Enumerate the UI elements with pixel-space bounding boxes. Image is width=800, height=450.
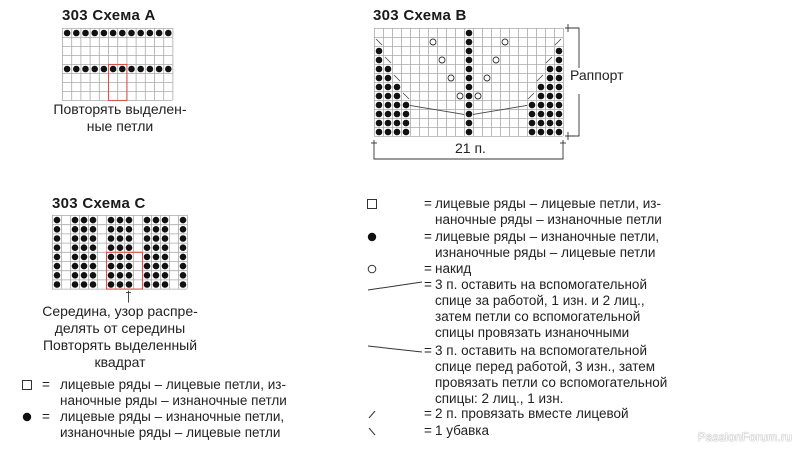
purl-dot — [376, 48, 383, 55]
legend-item-cable-front — [367, 343, 727, 409]
decrease-mark — [394, 75, 400, 81]
empty-square-icon — [22, 380, 32, 390]
purl-dot — [117, 263, 124, 270]
legend-line: затем петли со вспомогательной — [435, 309, 641, 324]
purl-dot — [73, 66, 80, 73]
purl-dot — [108, 281, 115, 288]
purl-dot — [153, 217, 160, 224]
legend-line: 1 убавка — [435, 423, 489, 438]
purl-dot — [72, 235, 79, 242]
purl-dot — [180, 226, 187, 233]
purl-dot — [165, 66, 172, 73]
purl-dot — [108, 235, 115, 242]
empty-square-icon — [367, 199, 377, 209]
purl-dot — [547, 129, 554, 136]
legend-item-knit — [367, 196, 727, 230]
purl-dot — [156, 30, 163, 37]
purl-dot — [556, 66, 563, 73]
purl-dot — [72, 244, 79, 251]
legend-line: 3 п. оставить на вспомогательной — [435, 343, 647, 358]
purl-dot — [54, 244, 61, 251]
legend-line: лицевые ряды – лицевые петли, из- — [435, 196, 661, 211]
purl-dot — [144, 217, 151, 224]
yarn-over — [493, 57, 499, 63]
purl-dot — [54, 254, 61, 261]
purl-dot — [376, 93, 383, 100]
caption-line: Повторять выделенный — [42, 337, 198, 353]
purl-dot — [376, 102, 383, 109]
k2tog-mark — [528, 93, 534, 99]
legend-line: лицевые ряды – изнаночные петли, — [435, 229, 660, 244]
legend-item-k2tog — [367, 406, 727, 423]
purl-dot — [547, 66, 554, 73]
purl-dot — [81, 263, 88, 270]
purl-dot — [180, 235, 187, 242]
purl-dot — [90, 272, 97, 279]
purl-dot — [144, 244, 151, 251]
purl-dot — [529, 102, 536, 109]
cable-line-down-icon — [367, 343, 423, 359]
purl-dot — [128, 30, 135, 37]
purl-dot — [162, 272, 169, 279]
watermark: PassionForum.ru — [697, 430, 792, 444]
equals-sign: = — [424, 423, 432, 438]
purl-dot — [126, 281, 133, 288]
purl-dot — [165, 30, 172, 37]
purl-dot — [180, 254, 187, 261]
purl-dot — [90, 244, 97, 251]
purl-dot — [64, 30, 71, 37]
purl-dot — [153, 281, 160, 288]
schema-a-title: 303 Схема А — [62, 7, 156, 24]
legend-line: 3 п. оставить на вспомогательной — [435, 277, 647, 292]
k2tog-mark — [555, 39, 561, 45]
purl-dot — [376, 66, 383, 73]
purl-dot — [466, 66, 473, 73]
purl-dot — [108, 217, 115, 224]
purl-dot — [180, 272, 187, 279]
purl-dot — [126, 226, 133, 233]
purl-dot — [54, 226, 61, 233]
legend-line: спице за работой, 1 изн. и 2 лиц., — [435, 293, 645, 308]
purl-dot — [90, 263, 97, 270]
purl-dot — [376, 111, 383, 118]
purl-dot — [466, 39, 473, 46]
equals-sign: = — [42, 409, 50, 424]
purl-dot — [466, 129, 473, 136]
purl-dot — [180, 281, 187, 288]
purl-dot — [81, 217, 88, 224]
purl-dot — [538, 102, 545, 109]
purl-dot — [162, 263, 169, 270]
purl-dot — [72, 281, 79, 288]
purl-dot — [81, 272, 88, 279]
purl-dot — [81, 235, 88, 242]
purl-dot — [108, 244, 115, 251]
caption-line: Повторять выделен- — [53, 101, 187, 117]
schema-b-chart — [374, 28, 614, 158]
purl-dot — [162, 226, 169, 233]
purl-dot — [162, 254, 169, 261]
rapport-label: Раппорт — [570, 67, 624, 83]
yarn-over — [439, 57, 445, 63]
purl-dot — [108, 272, 115, 279]
purl-dot — [110, 66, 117, 73]
legend-item-knit — [22, 377, 342, 411]
purl-dot — [162, 235, 169, 242]
purl-dot — [466, 30, 473, 37]
purl-dot — [64, 66, 71, 73]
purl-dot — [73, 30, 80, 37]
purl-dot — [385, 66, 392, 73]
schema-a-chart — [62, 28, 174, 102]
equals-sign: = — [424, 406, 432, 421]
purl-dot — [547, 84, 554, 91]
purl-dot — [180, 263, 187, 270]
purl-dot — [162, 281, 169, 288]
purl-dot — [117, 235, 124, 242]
legend-line: изнаночные ряды – лицевые петли — [435, 245, 656, 260]
purl-dot — [180, 217, 187, 224]
purl-dot — [153, 263, 160, 270]
purl-dot — [538, 120, 545, 127]
purl-dot — [72, 272, 79, 279]
equals-sign: = — [424, 343, 432, 358]
purl-dot — [117, 244, 124, 251]
purl-dot — [556, 120, 563, 127]
purl-dot — [126, 244, 133, 251]
legend-item-purl — [22, 409, 342, 443]
caption-line: Середина, узор распре- — [42, 303, 198, 319]
purl-dot — [376, 84, 383, 91]
caption-line: ные петли — [86, 118, 154, 134]
purl-dot — [556, 57, 563, 64]
purl-dot — [137, 30, 144, 37]
purl-dot — [54, 235, 61, 242]
purl-dot — [394, 129, 401, 136]
purl-dot — [538, 129, 545, 136]
purl-dot — [101, 30, 108, 37]
purl-dot — [385, 129, 392, 136]
purl-dot — [180, 244, 187, 251]
purl-dot — [101, 66, 108, 73]
equals-sign: = — [424, 196, 432, 211]
purl-dot — [547, 102, 554, 109]
purl-dot — [394, 111, 401, 118]
yarn-over — [430, 39, 436, 45]
purl-dot — [385, 120, 392, 127]
purl-dot — [156, 66, 163, 73]
purl-dot — [466, 48, 473, 55]
decrease-mark — [385, 57, 391, 63]
purl-dot — [126, 263, 133, 270]
legend-line: лицевые ряды – изнаночные петли, — [60, 409, 285, 424]
purl-dot — [403, 102, 410, 109]
purl-dot — [403, 129, 410, 136]
filled-dot-icon — [367, 232, 377, 242]
legend-line: изнаночные ряды – лицевые петли — [60, 425, 281, 440]
purl-dot — [54, 272, 61, 279]
schema-b-title: 303 Схема В — [373, 7, 467, 24]
purl-dot — [529, 129, 536, 136]
decrease-mark — [376, 39, 382, 45]
purl-dot — [466, 120, 473, 127]
purl-dot — [126, 254, 133, 261]
purl-dot — [376, 129, 383, 136]
purl-dot — [556, 75, 563, 82]
yarn-over — [502, 39, 508, 45]
purl-dot — [81, 244, 88, 251]
schema-c-chart — [52, 215, 192, 305]
equals-sign: = — [424, 277, 432, 292]
legend-item-yarn-over — [367, 261, 727, 278]
purl-dot — [82, 30, 89, 37]
purl-dot — [81, 281, 88, 288]
purl-dot — [538, 111, 545, 118]
purl-dot — [153, 235, 160, 242]
purl-dot — [529, 111, 536, 118]
purl-dot — [91, 66, 98, 73]
width-label: 21 п. — [451, 140, 490, 156]
purl-dot — [117, 217, 124, 224]
purl-dot — [538, 93, 545, 100]
purl-dot — [385, 111, 392, 118]
filled-dot-icon — [22, 412, 32, 422]
purl-dot — [466, 102, 473, 109]
purl-dot — [547, 120, 554, 127]
purl-dot — [72, 254, 79, 261]
purl-dot — [108, 226, 115, 233]
purl-dot — [117, 272, 124, 279]
purl-dot — [54, 217, 61, 224]
purl-dot — [394, 93, 401, 100]
yarn-over — [475, 93, 481, 99]
purl-dot — [128, 66, 135, 73]
yarn-over — [484, 75, 490, 81]
legend-line: наночные ряды – изнаночные петли — [435, 212, 662, 227]
purl-dot — [394, 102, 401, 109]
purl-dot — [153, 226, 160, 233]
decrease-mark — [403, 93, 409, 99]
legend-item-purl — [367, 229, 727, 263]
purl-dot — [466, 57, 473, 64]
caption-line: квадрат — [94, 354, 146, 370]
purl-dot — [126, 235, 133, 242]
purl-dot — [385, 102, 392, 109]
purl-dot — [556, 111, 563, 118]
slash-icon — [367, 408, 377, 420]
purl-dot — [162, 217, 169, 224]
purl-dot — [144, 254, 151, 261]
purl-dot — [153, 254, 160, 261]
purl-dot — [147, 66, 154, 73]
caption-line: делять от середины — [54, 320, 186, 336]
yarn-over — [457, 93, 463, 99]
purl-dot — [90, 235, 97, 242]
legend-line: провязать петли со вспомогательной — [435, 375, 668, 390]
schema-c-title: 303 Схема С — [52, 195, 146, 212]
purl-dot — [466, 84, 473, 91]
purl-dot — [108, 254, 115, 261]
purl-dot — [144, 226, 151, 233]
purl-dot — [54, 281, 61, 288]
purl-dot — [385, 75, 392, 82]
legend-line: спице перед работой, 3 изн., затем — [435, 359, 656, 374]
purl-dot — [394, 84, 401, 91]
purl-dot — [547, 75, 554, 82]
legend-line: 2 п. провязать вместе лицевой — [435, 406, 629, 421]
purl-dot — [81, 226, 88, 233]
legend-line: наночные ряды – изнаночные петли — [60, 393, 287, 408]
legend-item-cable-back — [367, 277, 727, 343]
purl-dot — [81, 254, 88, 261]
legend-item-decrease — [367, 423, 727, 440]
purl-dot — [556, 129, 563, 136]
purl-dot — [403, 111, 410, 118]
purl-dot — [556, 48, 563, 55]
open-circle-icon — [367, 264, 377, 274]
purl-dot — [119, 30, 126, 37]
purl-dot — [538, 84, 545, 91]
legend-line: спицы провязать изнаночными — [435, 325, 630, 340]
backslash-icon — [367, 425, 377, 437]
purl-dot — [144, 281, 151, 288]
purl-dot — [144, 272, 151, 279]
purl-dot — [54, 263, 61, 270]
purl-dot — [90, 226, 97, 233]
k2tog-mark — [546, 57, 552, 63]
purl-dot — [119, 66, 126, 73]
purl-dot — [547, 93, 554, 100]
purl-dot — [547, 111, 554, 118]
purl-dot — [90, 254, 97, 261]
purl-dot — [90, 217, 97, 224]
purl-dot — [126, 272, 133, 279]
purl-dot — [108, 263, 115, 270]
purl-dot — [144, 235, 151, 242]
yarn-over — [448, 75, 454, 81]
purl-dot — [153, 244, 160, 251]
purl-dot — [556, 93, 563, 100]
purl-dot — [529, 120, 536, 127]
schema-c-caption — [20, 303, 220, 371]
purl-dot — [82, 66, 89, 73]
purl-dot — [72, 263, 79, 270]
purl-dot — [147, 30, 154, 37]
purl-dot — [394, 120, 401, 127]
purl-dot — [556, 84, 563, 91]
equals-sign: = — [42, 377, 50, 392]
purl-dot — [403, 120, 410, 127]
legend-line: спицы: 2 лиц., 1 изн. — [435, 391, 564, 406]
purl-dot — [117, 281, 124, 288]
purl-dot — [466, 111, 473, 118]
purl-dot — [385, 93, 392, 100]
purl-dot — [385, 84, 392, 91]
purl-dot — [126, 217, 133, 224]
purl-dot — [90, 281, 97, 288]
purl-dot — [72, 217, 79, 224]
purl-dot — [91, 30, 98, 37]
purl-dot — [117, 254, 124, 261]
legend-line: лицевые ряды – лицевые петли, из- — [60, 377, 286, 392]
purl-dot — [137, 66, 144, 73]
purl-dot — [72, 226, 79, 233]
schema-a-caption — [20, 101, 220, 135]
equals-sign: = — [424, 261, 432, 276]
purl-dot — [376, 75, 383, 82]
purl-dot — [556, 102, 563, 109]
purl-dot — [117, 226, 124, 233]
purl-dot — [376, 120, 383, 127]
purl-dot — [376, 57, 383, 64]
purl-dot — [144, 263, 151, 270]
purl-dot — [110, 30, 117, 37]
k2tog-mark — [537, 75, 543, 81]
legend-line: накид — [435, 261, 472, 276]
purl-dot — [466, 93, 473, 100]
purl-dot — [466, 75, 473, 82]
purl-dot — [162, 244, 169, 251]
purl-dot — [153, 272, 160, 279]
equals-sign: = — [424, 229, 432, 244]
cable-line-up-icon — [367, 277, 423, 293]
